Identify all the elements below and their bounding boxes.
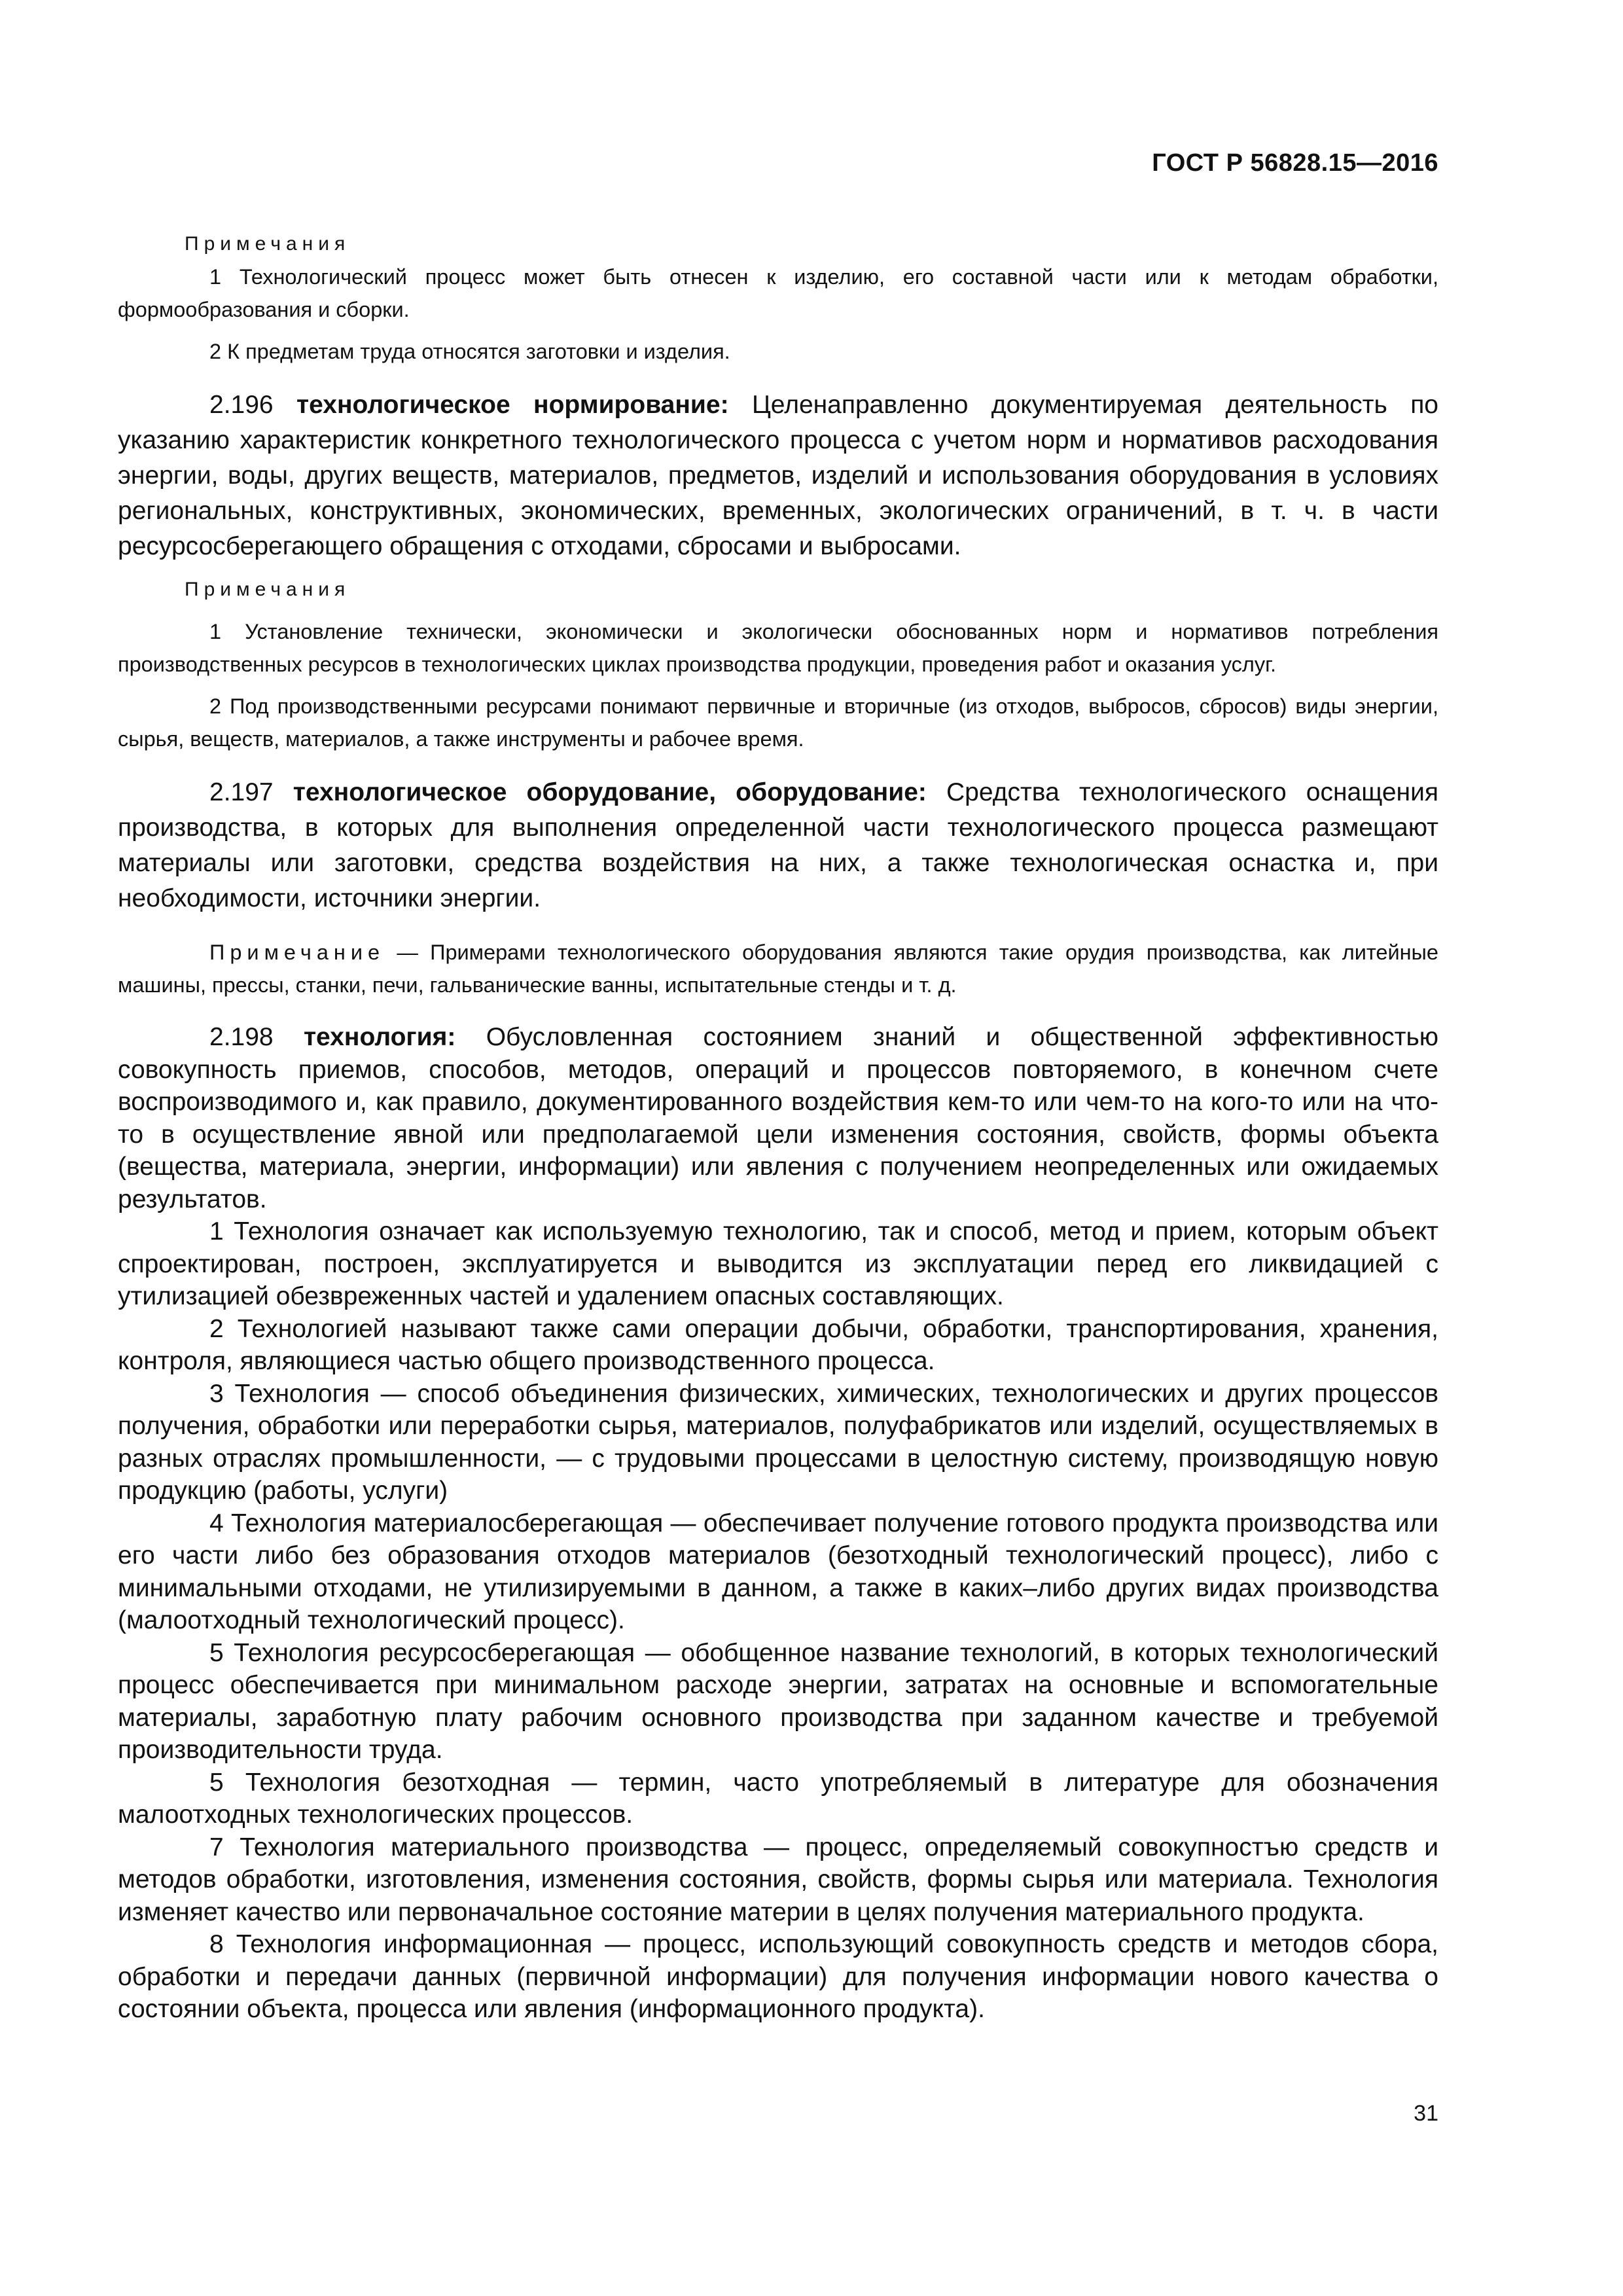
term-number: 2.198 bbox=[209, 1023, 274, 1051]
term-number: 2.197 bbox=[209, 778, 274, 806]
list-item: 5 Технология ресурсосберегающая — обобщенное название технологий, в которых технологический процесс обеспечивается при минимальном расходе энергии, затратах на основные и вспомогательные материалы, заработную плату рабочим основного производства при заданном качестве и требуемой производительности труда. bbox=[118, 1638, 1438, 1764]
list-item: 1 Технология означает как используемую технологию, так и способ, метод и прием, которым объект спроектирован, построен, эксплуатируется и выводится из эксплуатации перед его ликвидацией с утилизацией обезвреженных частей и удалением опасных составляющих. bbox=[118, 1217, 1438, 1310]
note-paragraph: 2 Под производственными ресурсами понимают первичные и вторичные (из отходов, выбросов, сбросов) виды энергии, сырья, веществ, материалов, а также инструменты и рабочее время. bbox=[118, 694, 1438, 751]
note-paragraph: 1 Технологический процесс может быть отнесен к изделию, его составной части или к методам обработки, формообразования и сборки. bbox=[118, 265, 1438, 321]
note-paragraph: 1 Установление технически, экономически и экологически обоснованных норм и нормативов потребления производственных ресурсов в технологических циклах производства продукции, проведения работ и оказания услуг. bbox=[118, 620, 1438, 676]
list-item: 7 Технология материального производства — процесс, определяемый совокупностъю средств и методов обработки, изготовления, изменения состояния, свойств, формы сырья или материала. Технология изменяет качество или первоначальное состояние материи в целях получения материального продукта. bbox=[118, 1833, 1438, 1926]
document-body bbox=[118, 228, 1438, 2026]
term-number: 2.196 bbox=[209, 391, 274, 419]
term-entry-2-197 bbox=[118, 775, 1438, 916]
list-item: 8 Технология информационная — процесс, использующий совокупность средств и методов сбора, обработки и передачи данных (первичной информации) для получения информации нового качества о состоянии объекта, процесса или явления (информационного продукта). bbox=[118, 1930, 1438, 2023]
term-entry-2-198 bbox=[118, 1021, 1438, 1215]
notes-heading: Примечания bbox=[185, 579, 351, 600]
notes-heading: Примечания bbox=[185, 233, 351, 255]
term-definition: Обусловленная состоянием знаний и общественной эффективностью совокупность приемов, способов, методов, операций и процессов повторяемого, в конечном счете воспроизводимого и, как правило, документированного воздействия кем-то или чем-то на кого-то или на что-то в осуществление явной или предполагаемой цели изменения состояния, свойств, формы объекта (вещества, материала, энергии, информации) или явления с получением неопределенных или ожидаемых результатов. bbox=[118, 1023, 1439, 1213]
list-item: 5 Технология безотходная — термин, часто употребляемый в литературе для обозначения малоотходных технологических процессов. bbox=[118, 1768, 1438, 1829]
term-definition: Целенаправленно документируемая деятельность по указанию характеристик конкретного технологического процесса с учетом норм и нормативов расходования энергии, воды, других веществ, материалов, предметов, изделий и использования оборудования в условиях региональных, конструктивных, экономических, временных, экологических ограничений, в т. ч. в части ресурсосберегающего обращения с отходами, сбросами и выбросами. bbox=[118, 391, 1438, 560]
page-number: 31 bbox=[1414, 2101, 1438, 2126]
term-name: технологическое нормирование: bbox=[296, 391, 729, 419]
note-paragraph bbox=[118, 936, 1438, 1001]
list-item: 4 Технология материалосберегающая — обеспечивает получение готового продукта производства или его части либо без образования отходов материалов (безотходный технологический процесс), либо с минимальными отходами, не утилизируемыми в данном, а также в каких–либо других видах производства (малоотходный технологический процесс). bbox=[118, 1509, 1438, 1634]
note-label: Примечание bbox=[209, 941, 385, 964]
term-name: технологическое оборудование, оборудование: bbox=[293, 778, 927, 806]
term-entry-2-196 bbox=[118, 387, 1438, 564]
term-definition: Средства технологического оснащения производства, в которых для выполнения определенной части технологического процесса размещают материалы или заготовки, средства воздействия на них, а также технологическая оснастка и, при необходимости, источники энергии. bbox=[118, 778, 1438, 912]
document-header: ГОСТ Р 56828.15—2016 bbox=[1152, 149, 1438, 177]
note-text: — Примерами технологического оборудования являются такие орудия производства, как литейные машины, прессы, станки, печи, гальванические ванны, испытательные стенды и т. д. bbox=[118, 941, 1438, 997]
term-name: технология: bbox=[303, 1023, 456, 1051]
note-paragraph: 2 К предметам труда относятся заготовки и изделия. bbox=[209, 340, 730, 363]
list-item: 2 Технологией называют также сами операции добычи, обработки, транспортирования, хранения, контроля, являющиеся частью общего производственного процесса. bbox=[118, 1314, 1438, 1375]
list-item: 3 Технология — способ объединения физических, химических, технологических и других процессов получения, обработки или переработки сырья, материалов, полуфабрикатов или изделий, осуществляемых в разных отраслях промышленности, — с трудовыми процессами в целостную систему, производящую новую продукцию (работы, услуги) bbox=[118, 1379, 1438, 1505]
